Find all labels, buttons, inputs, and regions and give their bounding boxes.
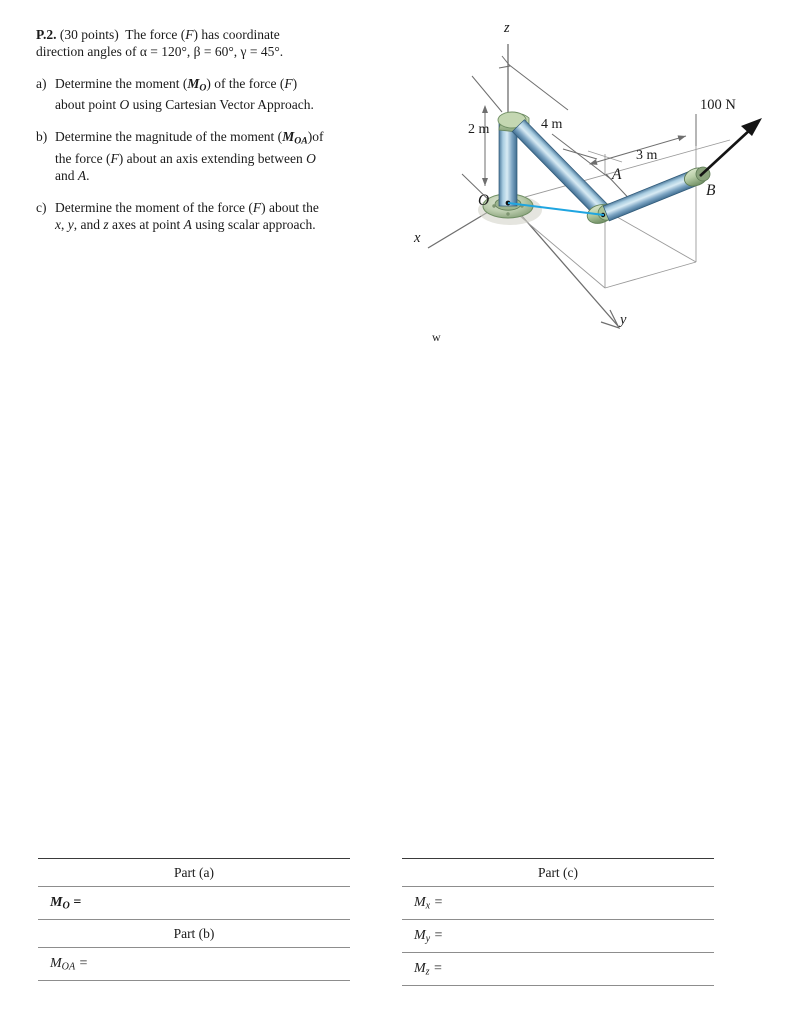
problem-intro (36, 26, 396, 60)
dim-4m-leader-top (508, 64, 568, 110)
y-axis-arrowhead (601, 310, 619, 328)
point-o-label: O (478, 192, 490, 209)
item-c-marker: c) (36, 199, 47, 215)
force-magnitude-label: 100 N (700, 97, 736, 113)
problem-intro-line1: The force (F) has coordinate (125, 27, 280, 42)
item-a-marker: a) (36, 76, 47, 91)
table-right-rule-4 (402, 985, 714, 986)
dimension-label-4m: 4 m (541, 117, 563, 132)
dimension-label-2m: 2 m (468, 122, 490, 137)
answer-field-my[interactable] (402, 920, 714, 952)
dimension-2m (462, 76, 502, 206)
item-b-text: Determine the magnitude of the moment $(M_{OA})of$ the force (F) about an axis extending between O and A. (55, 129, 324, 183)
point-b-label: B (706, 182, 716, 199)
mz-symbol: $M_z$ = (414, 961, 443, 978)
dim-4m-tick (563, 149, 597, 159)
item-a-text: Determine the moment $(M_O)$ of the force (F) about point O using Cartesian Vector Approach. (55, 76, 314, 113)
floor-line-2 (605, 262, 696, 288)
watermark-w: w (432, 330, 441, 344)
flange-bolt-3 (506, 212, 509, 215)
problem-item-c (36, 199, 396, 233)
item-c-text: Determine the moment of the force (F) about the x, y, and z axes at point A using scalar approach. (55, 199, 319, 232)
problem-item-a (36, 75, 396, 113)
part-c-header: Part (c) (537, 865, 579, 880)
mx-symbol: $M_x$ = (414, 895, 444, 912)
mo-symbol: $M_O$ = (50, 895, 82, 912)
force-arrow-shaft (700, 128, 752, 176)
x-axis-label: x (414, 230, 421, 246)
problem-statement (36, 26, 396, 233)
diagram-svg (400, 14, 790, 359)
part-a-b-answer-table (38, 858, 350, 981)
dimension-label-3m: 3 m (636, 148, 658, 163)
problem-intro-line2: direction angles of α = 120°, β = 60°, γ = 45°. (36, 44, 284, 59)
z-axis-label: z (504, 20, 510, 36)
flange-bolt-1 (492, 204, 495, 207)
force-arrow-head (741, 118, 762, 136)
answer-field-mx[interactable] (402, 887, 714, 919)
moa-symbol: $M_{OA}$ = (50, 956, 89, 973)
answer-field-moa[interactable] (38, 948, 350, 980)
my-symbol: $M_y$ = (414, 928, 444, 945)
problem-number: P.2. (36, 27, 57, 42)
part-b-header: Part (b) (173, 926, 215, 941)
problem-item-b (36, 128, 396, 183)
floor-line-3 (605, 210, 696, 262)
pipe-vertical-segment (499, 122, 517, 206)
answer-field-mo[interactable] (38, 887, 350, 919)
y-axis-label: y (620, 312, 627, 328)
table-left-rule-4 (38, 980, 350, 981)
coordinate-axes (428, 44, 622, 328)
point-a-label: A (612, 166, 622, 183)
part-c-answer-table (402, 858, 714, 986)
part-a-header: Part (a) (173, 865, 215, 880)
item-b-marker: b) (36, 129, 48, 145)
problem-points: (30 points) (59, 27, 119, 42)
answer-field-mz[interactable] (402, 953, 714, 985)
pipe-assembly (478, 112, 712, 226)
force-vector-100n (700, 118, 762, 176)
mechanics-diagram (400, 14, 790, 359)
dim-2m-ext-top (472, 76, 502, 112)
